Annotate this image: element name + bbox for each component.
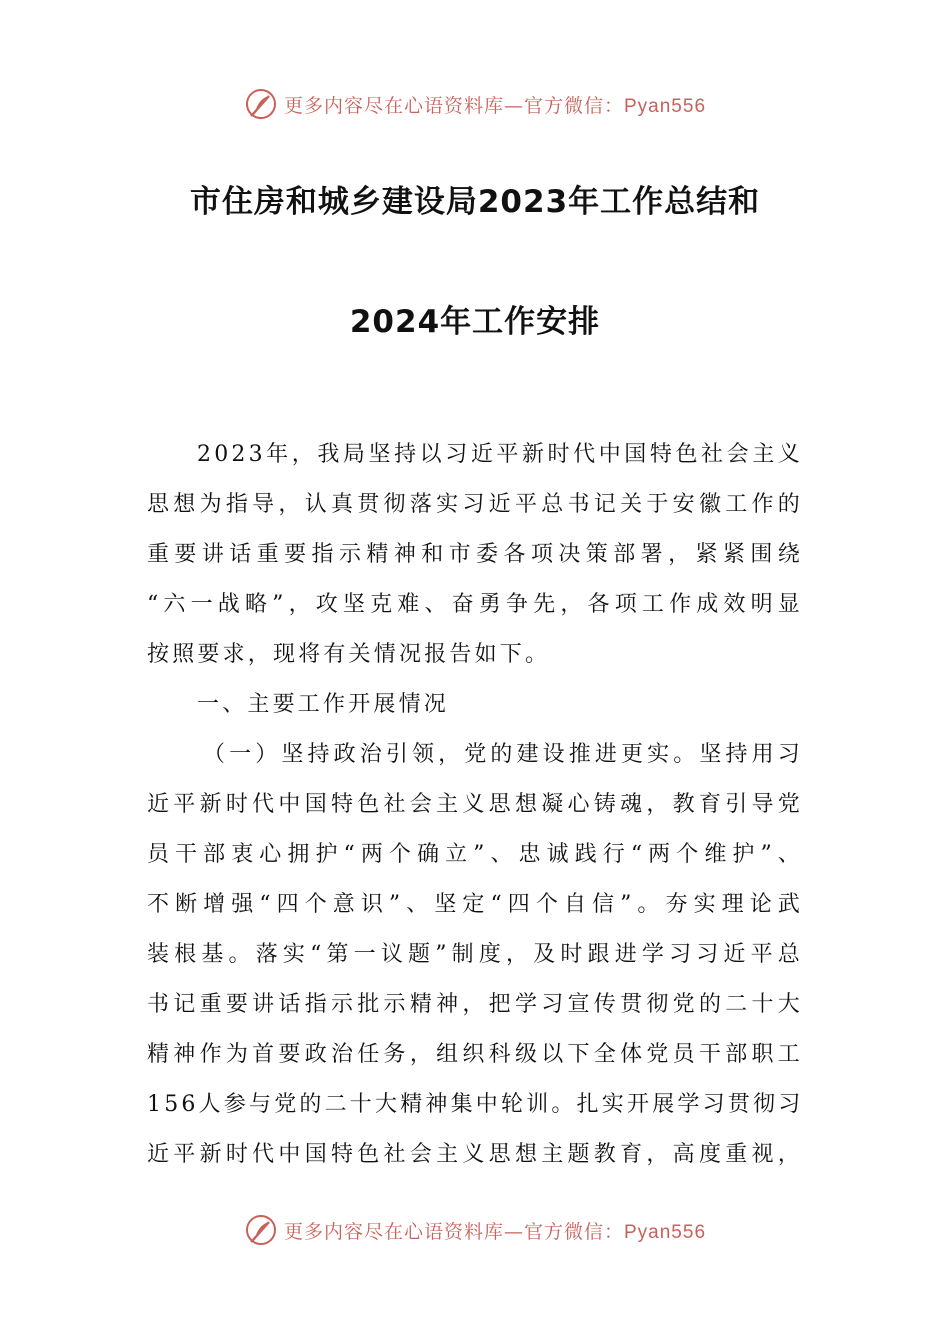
document-title-line-1: 市住房和城乡建设局2023年工作总结和 (189, 184, 761, 220)
watermark-text: 更多内容尽在心语资料库—官方微信：Pyan556 (283, 94, 707, 117)
body-line: 重要讲话重要指示精神和市委各项决策部署，紧紧围绕 (147, 542, 803, 567)
body-line: 精神作为首要政治任务，组织科级以下全体党员干部职工 (147, 1042, 803, 1067)
quill-logo-icon (244, 87, 278, 121)
document-body (147, 430, 803, 1180)
body-line: 装根基。落实“第一议题”制度，及时跟进学习习近平总 (147, 942, 803, 967)
document-title-line-2: 2024年工作安排 (349, 304, 601, 340)
body-line: 近平新时代中国特色社会主义思想主题教育，高度重视， (147, 1142, 803, 1167)
watermark-header (0, 84, 950, 124)
body-line: 员干部衷心拥护“两个确立”、忠诚践行“两个维护”、 (147, 842, 803, 867)
body-line: 按照要求，现将有关情况报告如下。 (147, 642, 551, 667)
body-line: 2023年，我局坚持以习近平新时代中国特色社会主义 (197, 442, 803, 467)
body-line: 思想为指导，认真贯彻落实习近平总书记关于安徽工作的 (147, 492, 803, 517)
watermark-text: 更多内容尽在心语资料库—官方微信：Pyan556 (283, 1220, 707, 1243)
body-line: 不断增强“四个意识”、坚定“四个自信”。夯实理论武 (147, 892, 803, 917)
body-line: 书记重要讲话指示批示精神，把学习宣传贯彻党的二十大 (147, 992, 803, 1017)
body-line: 近平新时代中国特色社会主义思想凝心铸魂，教育引导党 (147, 792, 803, 817)
section-heading: 一、主要工作开展情况 (197, 692, 450, 717)
watermark-footer (0, 1210, 950, 1250)
quill-logo-icon (244, 1213, 278, 1247)
body-line: （一）坚持政治引领，党的建设推进更实。坚持用习 (203, 742, 803, 767)
body-line: 156人参与党的二十大精神集中轮训。扎实开展学习贯彻习 (147, 1092, 803, 1117)
body-line: “六一战略”，攻坚克难、奋勇争先，各项工作成效明显 (147, 592, 803, 617)
